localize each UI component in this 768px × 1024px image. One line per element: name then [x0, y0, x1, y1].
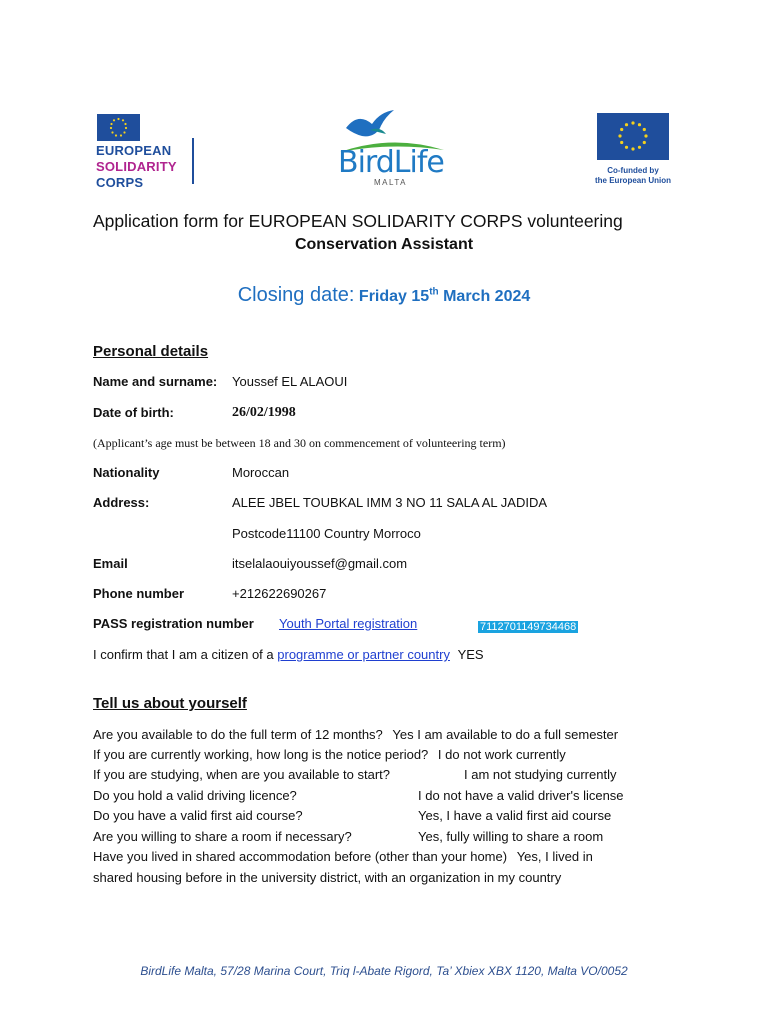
about-heading: Tell us about yourself [93, 695, 247, 712]
pass-label: PASS registration number [93, 616, 254, 631]
address-line1: ALEE JBEL TOUBKAL IMM 3 NO 11 SALA AL JADIDA [232, 495, 548, 510]
qa-row-5-answer: Yes, I have a valid first aid course [418, 808, 612, 823]
closing-sup: th [429, 286, 439, 298]
nationality-label: Nationality [93, 465, 160, 480]
age-note: (Applicant’s age must be between 18 and 30 on commencement of volunteering term) [93, 436, 506, 450]
qa-row-6-question: Are you willing to share a room if necessary? [93, 829, 352, 844]
qa-row-3-question: If you are studying, when are you available to start? [93, 767, 391, 782]
closing-day: Friday 15 [358, 288, 430, 305]
footer-address: BirdLife Malta, 57/28 Marina Court, Triq l-Abate Rigord, Ta’ Xbiex XBX 1120, Malta VO/0052 [140, 964, 628, 978]
esc-logo-text: EUROPEAN SOLIDARITY CORPS [96, 143, 177, 190]
qa-row-3-answer: I am not studying currently [464, 767, 617, 782]
personal-details-heading: Personal details [93, 343, 209, 360]
form-title: Application form for EUROPEAN SOLIDARITY CORPS volunteering [93, 211, 623, 231]
esc-flag-icon [97, 114, 140, 141]
address-line2: Postcode11100 Country Morroco [232, 526, 421, 541]
closing-date [0, 284, 768, 307]
email-label: Email [93, 556, 128, 571]
pass-number: 7112701149734468 [480, 621, 577, 633]
name-value: Youssef EL ALAOUI [232, 374, 348, 389]
form-subtitle: Conservation Assistant [294, 236, 474, 253]
citizen-confirm: I confirm that I am a citizen of a programme or partner country YES [93, 647, 484, 662]
qa-row-7: Have you lived in shared accommodation before (other than your home) Yes, I lived in [93, 849, 593, 864]
qa-row-5-question: Do you have a valid first aid course? [93, 808, 303, 823]
address-label: Address: [93, 495, 150, 510]
qa-row-4-answer: I do not have a valid driver's license [418, 788, 624, 803]
qa-row-4-question: Do you hold a valid driving licence? [93, 788, 297, 803]
name-label: Name and surname: [93, 374, 218, 389]
closing-label: Closing date: [237, 284, 355, 306]
nationality-value: Moroccan [232, 465, 290, 480]
phone-value: +212622690267 [232, 586, 327, 601]
dob-value: 26/02/1998 [232, 405, 296, 420]
programme-country-link[interactable]: programme or partner country [277, 647, 450, 662]
closing-month: March 2024 [443, 288, 531, 305]
youth-portal-link[interactable]: Youth Portal registration [279, 616, 418, 631]
qa-row-7-cont: shared housing before in the university district, with an organization in my country [93, 870, 562, 885]
esc-divider [192, 138, 194, 184]
eu-flag-icon [597, 113, 669, 160]
email-value: itselalaouiyoussef@gmail.com [232, 556, 408, 571]
birdlife-malta-text: MALTA [374, 178, 407, 187]
qa-row-6-answer: Yes, fully willing to share a room [418, 829, 604, 844]
dob-label: Date of birth: [93, 405, 174, 420]
eu-cofunded-text: Co-funded by the European Union [595, 166, 671, 185]
qa-row-2: If you are currently working, how long is the notice period? I do not work currently [93, 747, 566, 762]
qa-row-1: Are you available to do the full term of 12 months? Yes I am available to do a full semester [93, 727, 619, 742]
birdlife-logo-text: BirdLife [338, 145, 444, 180]
phone-label: Phone number [93, 586, 185, 601]
citizen-answer: YES [457, 647, 484, 662]
